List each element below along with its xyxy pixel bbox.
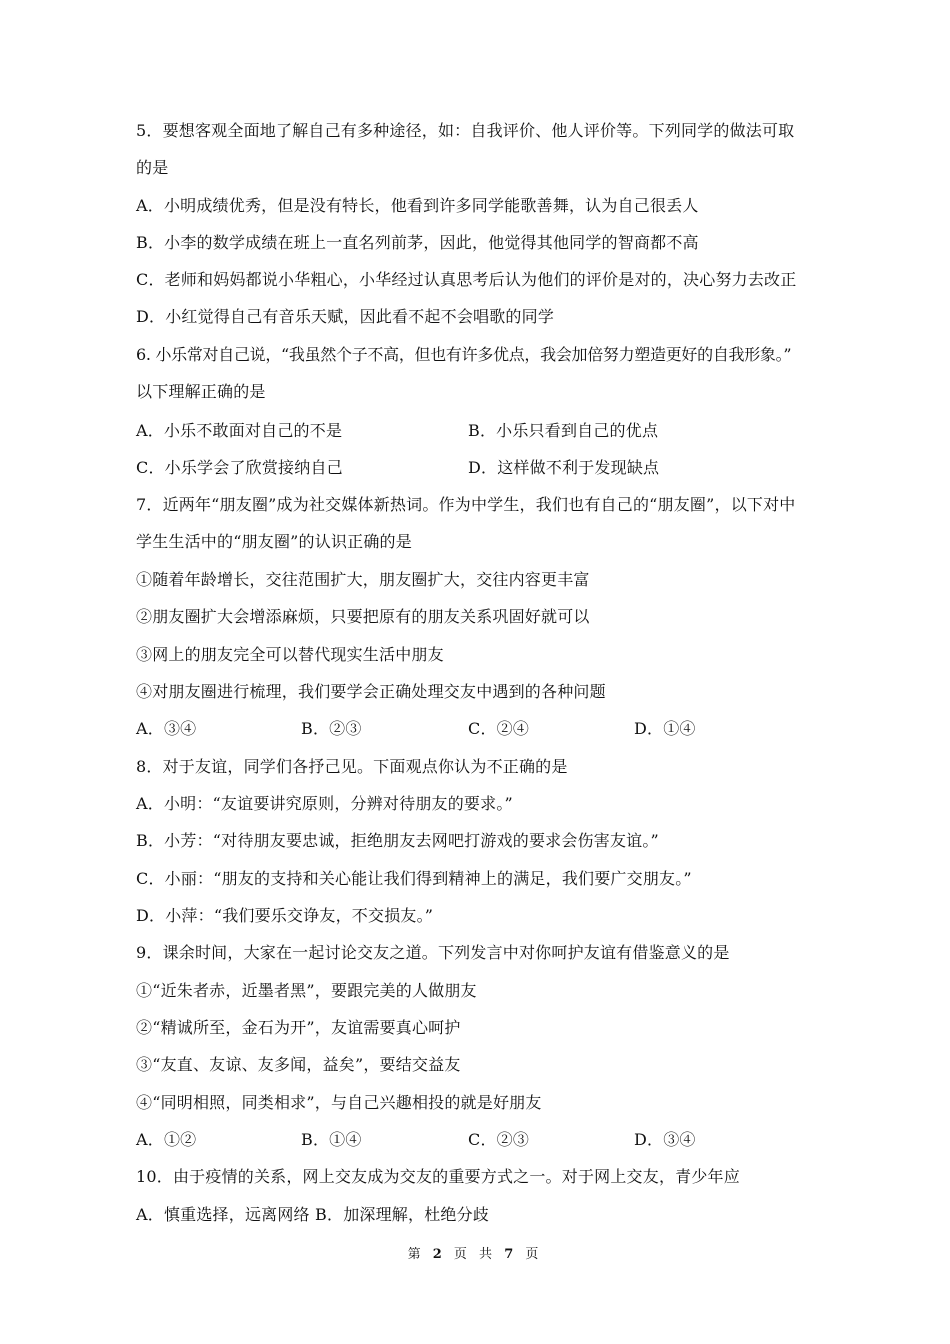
- q10-options-ab: A．慎重选择，远离网络 B．加深理解，杜绝分歧: [136, 1205, 489, 1224]
- q7-stem-line1: 7．近两年“朋友圈”成为社交媒体新热词。作为中学生，我们也有自己的“朋友圈”，以下对中: [136, 495, 796, 514]
- q7-option-c: C．②④: [468, 719, 530, 738]
- q7-statement-4: ④对朋友圈进行梳理，我们要学会正确处理交友中遇到的各种问题: [136, 682, 606, 701]
- q5-stem-line2: 的是: [136, 158, 169, 177]
- q8-stem: 8．对于友谊，同学们各抒己见。下面观点你认为不正确的是: [136, 757, 568, 776]
- q8-option-d: D．小萍：“我们要乐交诤友，不交损友。”: [136, 906, 434, 925]
- footer-page-number: 2: [432, 1247, 446, 1262]
- q7-statement-3: ③网上的朋友完全可以替代现实生活中朋友: [136, 645, 444, 664]
- q9-statement-4: ④“同明相照，同类相求”，与自己兴趣相投的就是好朋友: [136, 1093, 542, 1112]
- q9-option-a: A．①②: [136, 1130, 197, 1149]
- q6-stem-line2: 以下理解正确的是: [136, 382, 266, 401]
- q7-stem-line2: 学生生活中的“朋友圈”的认识正确的是: [136, 532, 412, 551]
- q5-option-a: A．小明成绩优秀，但是没有特长，他看到许多同学能歌善舞，认为自己很丢人: [136, 196, 699, 215]
- footer-suffix: 页: [525, 1247, 543, 1262]
- q8-option-c: C．小丽：“朋友的支持和关心能让我们得到精神上的满足，我们要广交朋友。”: [136, 869, 692, 888]
- footer-middle: 页 共: [453, 1247, 497, 1262]
- q9-option-c: C．②③: [468, 1130, 530, 1149]
- q9-statement-2: ②“精诚所至，金石为开”，友谊需要真心呵护: [136, 1018, 461, 1037]
- q6-option-c: C．小乐学会了欣赏接纳自己: [136, 458, 343, 477]
- q9-statement-3: ③“友直、友谅、友多闻，益矣”，要结交益友: [136, 1055, 461, 1074]
- q5-stem-line1: 5．要想客观全面地了解自己有多种途径，如：自我评价、他人评价等。下列同学的做法可取: [136, 121, 795, 140]
- q10-stem: 10．由于疫情的关系，网上交友成为交友的重要方式之一。对于网上交友，青少年应: [136, 1167, 740, 1186]
- q7-statement-2: ②朋友圈扩大会增添麻烦，只要把原有的朋友关系巩固好就可以: [136, 607, 590, 626]
- q8-option-b: B．小芳：“对待朋友要忠诚，拒绝朋友去网吧打游戏的要求会伤害友谊。”: [136, 831, 659, 850]
- q9-option-d: D．③④: [634, 1130, 696, 1149]
- q6-option-d: D．这样做不利于发现缺点: [468, 458, 660, 477]
- q5-option-c: C．老师和妈妈都说小华粗心，小华经过认真思考后认为他们的评价是对的，决心努力去改正: [136, 270, 797, 289]
- q7-statement-1: ①随着年龄增长，交往范围扩大，朋友圈扩大，交往内容更丰富: [136, 570, 590, 589]
- q7-option-d: D．①④: [634, 719, 696, 738]
- q5-option-d: D．小红觉得自己有音乐天赋，因此看不起不会唱歌的同学: [136, 307, 555, 326]
- page-footer: [0, 1246, 950, 1264]
- q7-option-a: A．③④: [136, 719, 197, 738]
- q9-statement-1: ①“近朱者赤，近墨者黑”，要跟完美的人做朋友: [136, 981, 477, 1000]
- q9-stem: 9．课余时间，大家在一起讨论交友之道。下列发言中对你呵护友谊有借鉴意义的是: [136, 943, 730, 962]
- footer-prefix: 第: [407, 1247, 425, 1262]
- q6-option-a: A．小乐不敢面对自己的不是: [136, 421, 343, 440]
- q5-option-b: B．小李的数学成绩在班上一直名列前茅，因此，他觉得其他同学的智商都不高: [136, 233, 699, 252]
- q6-option-b: B．小乐只看到自己的优点: [468, 421, 659, 440]
- q9-option-b: B．①④: [301, 1130, 362, 1149]
- q8-option-a: A．小明：“友谊要讲究原则，分辨对待朋友的要求。”: [136, 794, 513, 813]
- footer-total-pages: 7: [504, 1247, 518, 1262]
- q6-stem-line1: 6. 小乐常对自己说，“我虽然个子不高，但也有许多优点，我会加倍努力塑造更好的自我形象。”: [136, 345, 792, 364]
- q7-option-b: B．②③: [301, 719, 362, 738]
